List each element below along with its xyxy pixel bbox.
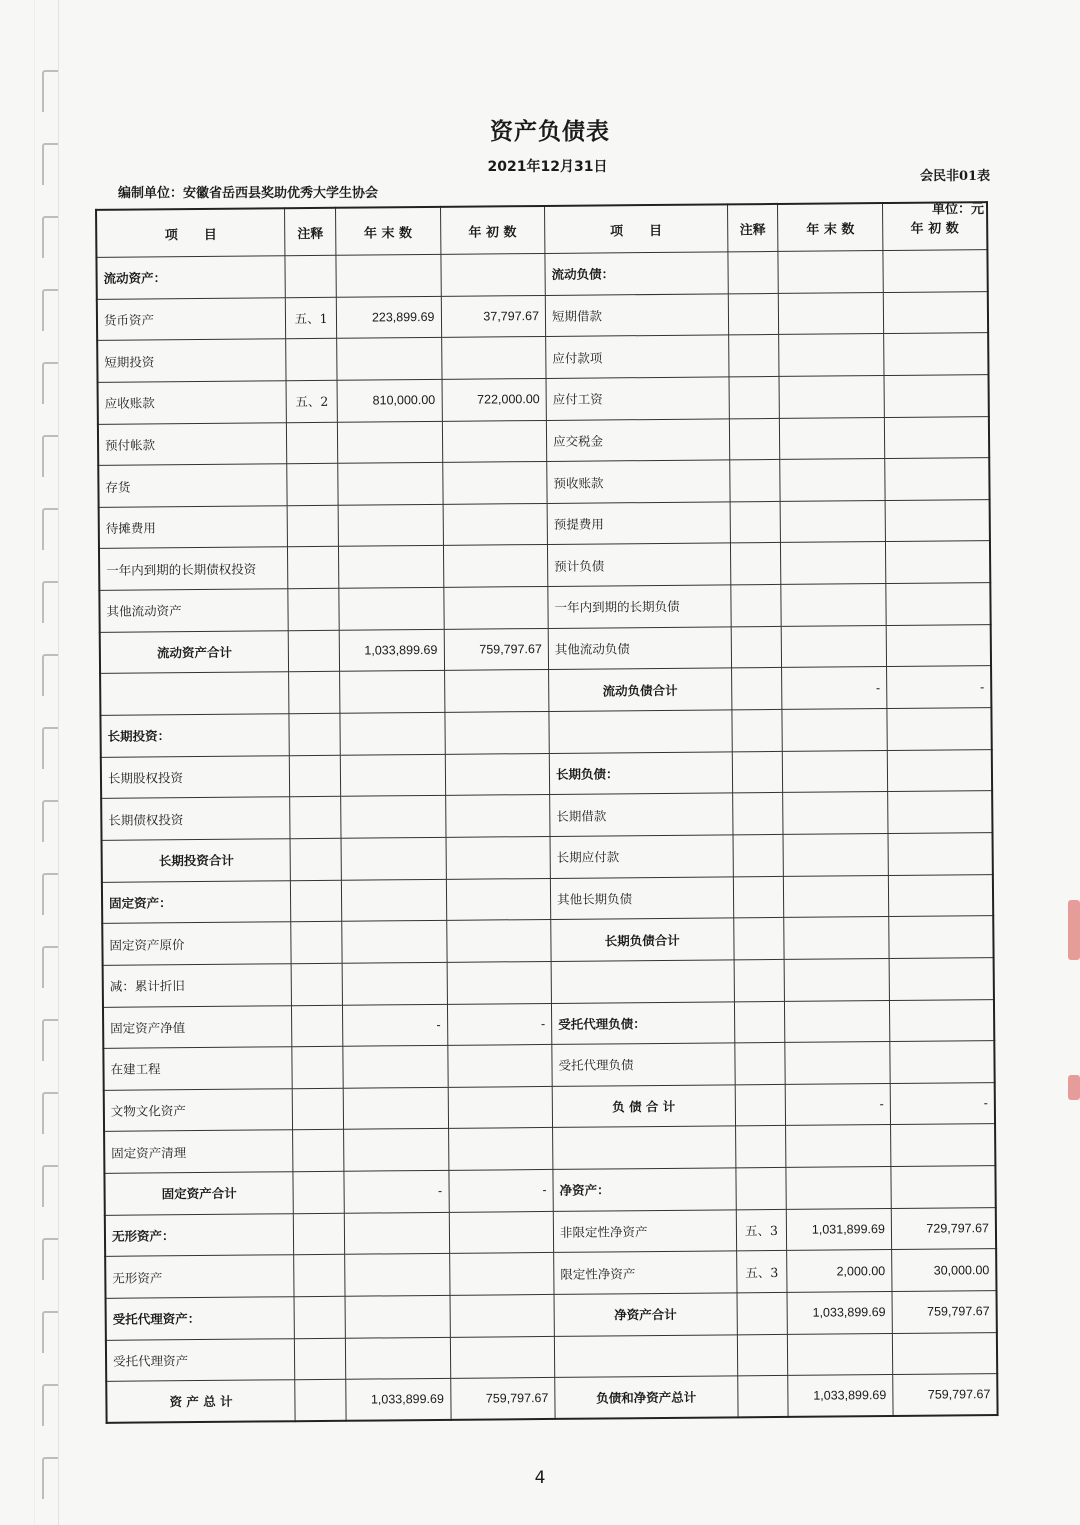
right-end-cell — [782, 709, 887, 752]
binder-hole — [42, 581, 58, 623]
right-item-cell: 流动负债合计 — [549, 668, 732, 711]
left-note-cell — [289, 713, 340, 755]
binder-hole — [42, 727, 58, 769]
left-begin-cell: 37,797.67 — [441, 295, 546, 338]
right-end-cell — [784, 958, 889, 1001]
left-note-cell — [288, 588, 339, 630]
right-note-cell — [732, 709, 783, 751]
table-header-row — [96, 202, 987, 257]
left-begin-cell — [450, 1336, 555, 1379]
binder-hole — [42, 435, 58, 477]
binder-hole — [42, 70, 58, 112]
right-note-cell — [732, 751, 783, 793]
left-item-cell: 文物文化资产 — [104, 1089, 293, 1132]
left-end-cell — [345, 1337, 450, 1380]
right-item-cell: 非限定性净资产 — [553, 1210, 736, 1253]
left-end-cell — [343, 1046, 448, 1089]
right-begin-cell: - — [886, 666, 991, 709]
right-end-cell — [783, 833, 888, 876]
left-begin-cell — [443, 503, 548, 546]
header-right-begin: 年 初 数 — [882, 202, 987, 250]
right-begin-cell — [887, 708, 992, 751]
right-begin-cell — [889, 916, 994, 959]
left-note-cell — [289, 672, 340, 714]
left-item-cell: 受托代理资产： — [106, 1297, 295, 1340]
right-end-cell — [786, 1125, 891, 1168]
report-date: 2021年12月31日 — [487, 159, 608, 175]
left-end-cell — [339, 587, 444, 630]
binder-hole — [42, 1165, 58, 1207]
left-end-cell — [337, 421, 442, 464]
header-left-begin: 年 初 数 — [440, 206, 545, 254]
right-begin-cell — [888, 833, 993, 876]
right-note-cell — [730, 501, 781, 543]
right-note-cell — [736, 1167, 787, 1209]
right-begin-cell — [885, 458, 990, 501]
right-note-cell: 五、3 — [736, 1251, 787, 1293]
header-right-end: 年 末 数 — [778, 203, 883, 251]
left-begin-cell — [445, 795, 550, 838]
table-row — [106, 1374, 997, 1423]
left-begin-cell: 759,797.67 — [444, 628, 549, 671]
right-begin-cell — [889, 999, 994, 1042]
binder-hole — [42, 508, 58, 550]
right-begin-cell — [887, 749, 992, 792]
right-note-cell — [734, 959, 785, 1001]
left-note-cell — [288, 547, 339, 589]
left-note-cell — [294, 1296, 345, 1338]
left-note-cell — [290, 797, 341, 839]
left-note-cell — [292, 1088, 343, 1130]
left-end-cell — [344, 1212, 449, 1255]
right-begin-cell: - — [890, 1082, 995, 1125]
left-end-cell — [341, 879, 446, 922]
left-item-cell: 流动资产： — [96, 256, 285, 299]
left-end-cell — [342, 921, 447, 964]
left-begin-cell — [450, 1294, 555, 1337]
left-begin-cell — [443, 545, 548, 588]
right-end-cell — [784, 875, 889, 918]
right-begin-cell — [888, 791, 993, 834]
right-item-cell: 流动负债： — [545, 252, 728, 295]
right-item-cell — [551, 960, 734, 1003]
left-note-cell — [286, 339, 337, 381]
right-note-cell — [733, 876, 784, 918]
page-title: 资产负债表 — [490, 118, 610, 145]
left-end-cell: 223,899.69 — [336, 296, 441, 339]
left-note-cell — [293, 1130, 344, 1172]
right-begin-cell — [888, 874, 993, 917]
left-begin-cell — [445, 753, 550, 796]
binder-hole — [42, 654, 58, 696]
right-begin-cell: 30,000.00 — [892, 1249, 997, 1292]
right-begin-cell: 729,797.67 — [891, 1207, 996, 1250]
left-end-cell — [336, 254, 441, 297]
right-begin-cell — [884, 375, 989, 418]
right-item-cell: 应付工资 — [546, 377, 729, 420]
right-item-cell: 限定性净资产 — [554, 1251, 737, 1294]
right-note-cell — [731, 668, 782, 710]
right-item-cell: 负 债 合 计 — [552, 1085, 735, 1128]
right-item-cell: 净资产： — [553, 1168, 736, 1211]
right-item-cell: 长期借款 — [550, 793, 733, 836]
right-item-cell: 其他长期负债 — [550, 876, 733, 919]
left-begin-cell: - — [447, 1003, 552, 1046]
right-end-cell — [788, 1333, 893, 1376]
right-begin-cell — [884, 333, 989, 376]
left-end-cell: - — [342, 1004, 447, 1047]
right-begin-cell — [889, 957, 994, 1000]
left-note-cell — [294, 1213, 345, 1255]
left-item-cell: 长期债权投资 — [101, 797, 290, 840]
right-end-cell: - — [782, 667, 887, 710]
left-item-cell: 待摊费用 — [99, 506, 288, 549]
right-end-cell — [780, 417, 885, 460]
left-item-cell — [100, 672, 289, 715]
right-note-cell — [729, 418, 780, 460]
page-number: 4 — [534, 1468, 546, 1488]
right-end-cell: 1,031,899.69 — [787, 1208, 892, 1251]
right-end-cell: 1,033,899.69 — [788, 1375, 893, 1418]
right-note-cell — [735, 1084, 786, 1126]
left-end-cell — [345, 1254, 450, 1297]
right-note-cell: 五、3 — [736, 1209, 787, 1251]
left-item-cell: 长期股权投资 — [101, 755, 290, 798]
right-end-cell — [779, 375, 884, 418]
binder-hole — [42, 216, 58, 258]
balance-sheet-table — [95, 201, 999, 1424]
left-end-cell — [343, 1087, 448, 1130]
header-right-item: 项 目 — [545, 204, 728, 253]
binder-hole — [42, 946, 58, 988]
right-note-cell — [728, 251, 779, 293]
right-item-cell: 受托代理负债： — [551, 1001, 734, 1044]
right-begin-cell — [890, 1124, 995, 1167]
binder-hole — [42, 1384, 58, 1426]
left-item-cell: 固定资产： — [102, 880, 291, 923]
left-item-cell: 长期投资合计 — [102, 839, 291, 882]
right-item-cell: 长期负债： — [549, 752, 732, 795]
left-note-cell — [293, 1171, 344, 1213]
left-item-cell: 一年内到期的长期债权投资 — [99, 547, 288, 590]
red-stamp-edge — [1068, 1075, 1080, 1100]
left-note-cell — [290, 755, 341, 797]
right-note-cell — [728, 293, 779, 335]
right-note-cell — [732, 793, 783, 835]
left-end-cell — [344, 1129, 449, 1172]
left-note-cell — [294, 1255, 345, 1297]
left-begin-cell — [442, 462, 547, 505]
left-begin-cell — [443, 587, 548, 630]
right-end-cell — [781, 500, 886, 543]
right-end-cell: 1,033,899.69 — [787, 1291, 892, 1334]
left-note-cell — [292, 1046, 343, 1088]
left-end-cell — [341, 796, 446, 839]
binder-margin — [30, 0, 70, 1525]
left-item-cell: 长期投资： — [100, 714, 289, 757]
left-begin-cell — [448, 1086, 553, 1129]
left-begin-cell — [446, 836, 551, 879]
right-begin-cell — [883, 250, 988, 293]
right-item-cell — [554, 1334, 737, 1377]
organization-label: 编制单位：安徽省岳西县奖助优秀大学生协会 — [118, 186, 379, 201]
left-begin-cell — [448, 1128, 553, 1171]
left-note-cell — [290, 838, 341, 880]
right-end-cell — [779, 292, 884, 335]
left-end-cell: 1,033,899.69 — [346, 1379, 451, 1422]
left-begin-cell — [444, 670, 549, 713]
right-item-cell: 受托代理负债 — [552, 1043, 735, 1086]
right-item-cell: 应付款项 — [546, 335, 729, 378]
header-right-note: 注释 — [727, 204, 778, 252]
right-end-cell — [780, 459, 885, 502]
binder-hole — [42, 289, 58, 331]
left-begin-cell — [446, 920, 551, 963]
right-note-cell — [737, 1334, 788, 1376]
left-note-cell — [288, 630, 339, 672]
left-end-cell — [340, 754, 445, 797]
right-begin-cell — [885, 499, 990, 542]
right-end-cell — [785, 1000, 890, 1043]
right-note-cell — [730, 585, 781, 627]
left-end-cell: 810,000.00 — [337, 379, 442, 422]
left-end-cell — [338, 504, 443, 547]
right-begin-cell: 759,797.67 — [893, 1374, 998, 1417]
left-note-cell — [295, 1338, 346, 1380]
left-end-cell — [345, 1295, 450, 1338]
right-item-cell: 预提费用 — [547, 502, 730, 545]
right-end-cell — [783, 792, 888, 835]
left-begin-cell — [441, 337, 546, 380]
left-begin-cell — [449, 1253, 554, 1296]
right-item-cell — [553, 1126, 736, 1169]
left-note-cell — [295, 1380, 346, 1422]
right-begin-cell — [885, 541, 990, 584]
right-begin-cell — [886, 583, 991, 626]
right-note-cell — [735, 1126, 786, 1168]
left-note-cell — [291, 922, 342, 964]
left-item-cell: 固定资产合计 — [104, 1172, 293, 1215]
left-begin-cell — [446, 878, 551, 921]
right-begin-cell — [891, 1166, 996, 1209]
binder-hole — [42, 1019, 58, 1061]
left-note-cell — [287, 505, 338, 547]
left-item-cell: 受托代理资产 — [106, 1338, 295, 1381]
right-note-cell — [728, 335, 779, 377]
form-code: 会民非01表 — [920, 169, 991, 184]
left-begin-cell — [444, 712, 549, 755]
right-end-cell — [785, 1042, 890, 1085]
left-item-cell: 预付帐款 — [98, 422, 287, 465]
right-item-cell: 预收账款 — [547, 460, 730, 503]
left-end-cell — [338, 546, 443, 589]
left-end-cell — [342, 962, 447, 1005]
right-note-cell — [729, 460, 780, 502]
left-begin-cell — [449, 1211, 554, 1254]
left-note-cell — [291, 963, 342, 1005]
left-note-cell — [287, 463, 338, 505]
binder-hole — [42, 800, 58, 842]
left-begin-cell: 759,797.67 — [450, 1378, 555, 1421]
binder-hole — [42, 362, 58, 404]
left-item-cell: 资 产 总 计 — [106, 1380, 295, 1423]
right-begin-cell — [890, 1041, 995, 1084]
right-note-cell — [729, 376, 780, 418]
right-item-cell: 净资产合计 — [554, 1293, 737, 1336]
right-item-cell: 预计负债 — [547, 543, 730, 586]
left-note-cell: 五、1 — [286, 297, 337, 339]
left-item-cell: 流动资产合计 — [100, 630, 289, 673]
red-stamp-edge — [1068, 900, 1080, 960]
header-left-end: 年 末 数 — [336, 207, 441, 255]
left-begin-cell — [447, 961, 552, 1004]
right-item-cell: 长期负债合计 — [551, 918, 734, 961]
right-item-cell: 负债和净资产总计 — [555, 1376, 738, 1419]
left-item-cell: 固定资产原价 — [102, 922, 291, 965]
left-item-cell: 存货 — [98, 464, 287, 507]
left-begin-cell — [447, 1045, 552, 1088]
right-begin-cell — [884, 416, 989, 459]
left-note-cell — [292, 1005, 343, 1047]
left-item-cell: 无形资产： — [105, 1213, 294, 1256]
left-item-cell: 固定资产清理 — [104, 1130, 293, 1173]
right-end-cell — [778, 251, 883, 294]
right-end-cell — [781, 542, 886, 585]
right-item-cell: 一年内到期的长期负债 — [548, 585, 731, 628]
left-end-cell — [337, 338, 442, 381]
left-item-cell: 减：累计折旧 — [103, 964, 292, 1007]
left-item-cell: 无形资产 — [105, 1255, 294, 1298]
currency-unit: 单位：元 — [932, 202, 985, 217]
right-end-cell — [782, 625, 887, 668]
left-begin-cell: - — [448, 1170, 553, 1213]
right-item-cell: 其他流动负债 — [548, 627, 731, 670]
right-begin-cell: 759,797.67 — [892, 1291, 997, 1334]
right-end-cell — [784, 917, 889, 960]
left-item-cell: 固定资产净值 — [103, 1005, 292, 1048]
left-begin-cell — [442, 420, 547, 463]
left-note-cell — [291, 880, 342, 922]
right-end-cell — [781, 584, 886, 627]
left-end-cell — [340, 671, 445, 714]
binder-hole — [42, 1311, 58, 1353]
right-note-cell — [734, 1001, 785, 1043]
right-begin-cell — [892, 1332, 997, 1375]
left-begin-cell — [440, 253, 545, 296]
left-note-cell — [285, 255, 336, 297]
right-end-cell — [783, 750, 888, 793]
left-item-cell: 其他流动资产 — [99, 589, 288, 632]
right-begin-cell — [886, 624, 991, 667]
right-note-cell — [733, 918, 784, 960]
left-end-cell: 1,033,899.69 — [339, 629, 444, 672]
left-item-cell: 应收账款 — [98, 381, 287, 424]
right-end-cell — [779, 334, 884, 377]
right-note-cell — [737, 1376, 788, 1418]
right-item-cell: 短期借款 — [545, 294, 728, 337]
right-note-cell — [730, 543, 781, 585]
left-end-cell — [341, 837, 446, 880]
left-note-cell: 五、2 — [286, 380, 337, 422]
right-item-cell: 长期应付款 — [550, 835, 733, 878]
header-left-item: 项 目 — [96, 208, 285, 257]
left-end-cell: - — [344, 1170, 449, 1213]
right-begin-cell — [883, 291, 988, 334]
right-note-cell — [733, 834, 784, 876]
left-begin-cell: 722,000.00 — [442, 378, 547, 421]
binder-hole — [42, 1092, 58, 1134]
right-end-cell: - — [786, 1083, 891, 1126]
right-end-cell — [786, 1167, 891, 1210]
right-item-cell: 应交税金 — [546, 418, 729, 461]
left-item-cell: 在建工程 — [103, 1047, 292, 1090]
left-note-cell — [287, 422, 338, 464]
left-end-cell — [338, 463, 443, 506]
left-item-cell: 短期投资 — [97, 339, 286, 382]
header-left-note: 注释 — [285, 208, 336, 256]
binder-hole — [42, 873, 58, 915]
right-note-cell — [731, 626, 782, 668]
left-item-cell: 货币资产 — [97, 297, 286, 340]
right-note-cell — [737, 1292, 788, 1334]
right-note-cell — [734, 1043, 785, 1085]
left-end-cell — [340, 712, 445, 755]
right-end-cell: 2,000.00 — [787, 1250, 892, 1293]
right-item-cell — [549, 710, 732, 753]
binder-hole — [42, 1238, 58, 1280]
